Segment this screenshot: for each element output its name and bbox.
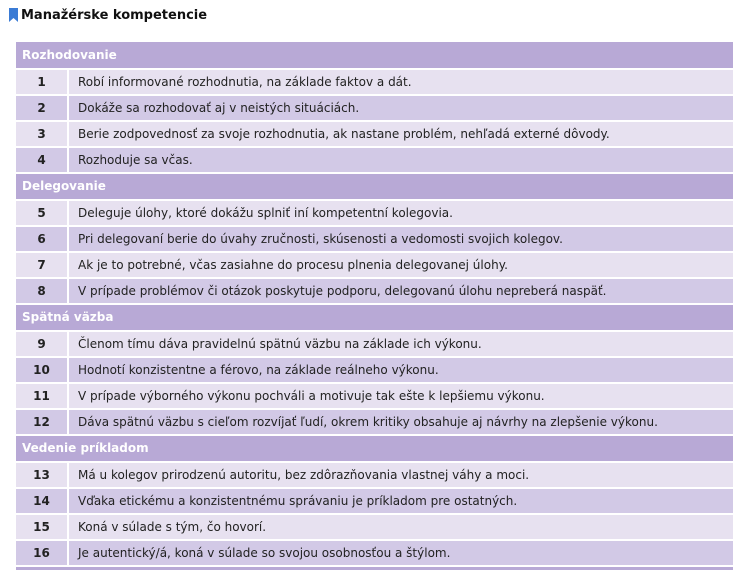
row-number: 7 <box>16 253 69 277</box>
table-row <box>16 120 733 146</box>
row-number: 14 <box>16 489 69 513</box>
row-number: 16 <box>16 541 69 565</box>
table-bottom-border <box>16 565 733 570</box>
section-header: Spätná väzba <box>16 303 733 330</box>
row-text: Je autentický/á, koná v súlade so svojou osobnosťou a štýlom. <box>69 541 733 565</box>
row-number: 8 <box>16 279 69 303</box>
row-text: Pri delegovaní berie do úvahy zručnosti, skúsenosti a vedomosti svojich kolegov. <box>69 227 733 251</box>
table-row <box>16 382 733 408</box>
row-text: Členom tímu dáva pravidelnú spätnú väzbu na základe ich výkonu. <box>69 332 733 356</box>
row-text: Vďaka etickému a konzistentnému správaniu je príkladom pre ostatných. <box>69 489 733 513</box>
table-row <box>16 408 733 434</box>
row-text: Deleguje úlohy, ktoré dokážu splniť iní kompetentní kolegovia. <box>69 201 733 225</box>
row-text: V prípade výborného výkonu pochváli a motivuje tak ešte k lepšiemu výkonu. <box>69 384 733 408</box>
row-number: 11 <box>16 384 69 408</box>
row-text: Berie zodpovednosť za svoje rozhodnutia, ak nastane problém, nehľadá externé dôvody. <box>69 122 733 146</box>
page-title-text: Manažérske kompetencie <box>21 7 208 23</box>
row-text: Dokáže sa rozhodovať aj v neistých situáciách. <box>69 96 733 120</box>
row-number: 12 <box>16 410 69 434</box>
row-text: Robí informované rozhodnutia, na základe faktov a dát. <box>69 70 733 94</box>
section-header: Rozhodovanie <box>16 42 733 68</box>
section-header: Vedenie príkladom <box>16 434 733 461</box>
row-text: Rozhoduje sa včas. <box>69 148 733 172</box>
table-row <box>16 330 733 356</box>
table-row <box>16 461 733 487</box>
competency-table <box>16 42 733 570</box>
row-text: Koná v súlade s tým, čo hovorí. <box>69 515 733 539</box>
table-row <box>16 146 733 172</box>
row-number: 3 <box>16 122 69 146</box>
table-row <box>16 513 733 539</box>
bookmark-icon <box>9 8 18 22</box>
table-row <box>16 199 733 225</box>
row-number: 6 <box>16 227 69 251</box>
row-number: 13 <box>16 463 69 487</box>
row-text: Dáva spätnú väzbu s cieľom rozvíjať ľudí, okrem kritiky obsahuje aj návrhy na zlepšenie výkonu. <box>69 410 733 434</box>
row-text: V prípade problémov či otázok poskytuje podporu, delegovanú úlohu nepreberá naspäť. <box>69 279 733 303</box>
table-row <box>16 251 733 277</box>
row-number: 1 <box>16 70 69 94</box>
row-number: 15 <box>16 515 69 539</box>
table-row <box>16 68 733 94</box>
row-number: 5 <box>16 201 69 225</box>
table-row <box>16 487 733 513</box>
page-title <box>9 6 207 24</box>
table-row <box>16 94 733 120</box>
row-number: 9 <box>16 332 69 356</box>
row-number: 2 <box>16 96 69 120</box>
table-row <box>16 356 733 382</box>
row-text: Má u kolegov prirodzenú autoritu, bez zdôrazňovania vlastnej váhy a moci. <box>69 463 733 487</box>
row-text: Ak je to potrebné, včas zasiahne do procesu plnenia delegovanej úlohy. <box>69 253 733 277</box>
table-row <box>16 277 733 303</box>
section-header: Delegovanie <box>16 172 733 199</box>
row-text: Hodnotí konzistentne a férovo, na základe reálneho výkonu. <box>69 358 733 382</box>
row-number: 10 <box>16 358 69 382</box>
row-number: 4 <box>16 148 69 172</box>
table-row <box>16 225 733 251</box>
table-row <box>16 539 733 565</box>
